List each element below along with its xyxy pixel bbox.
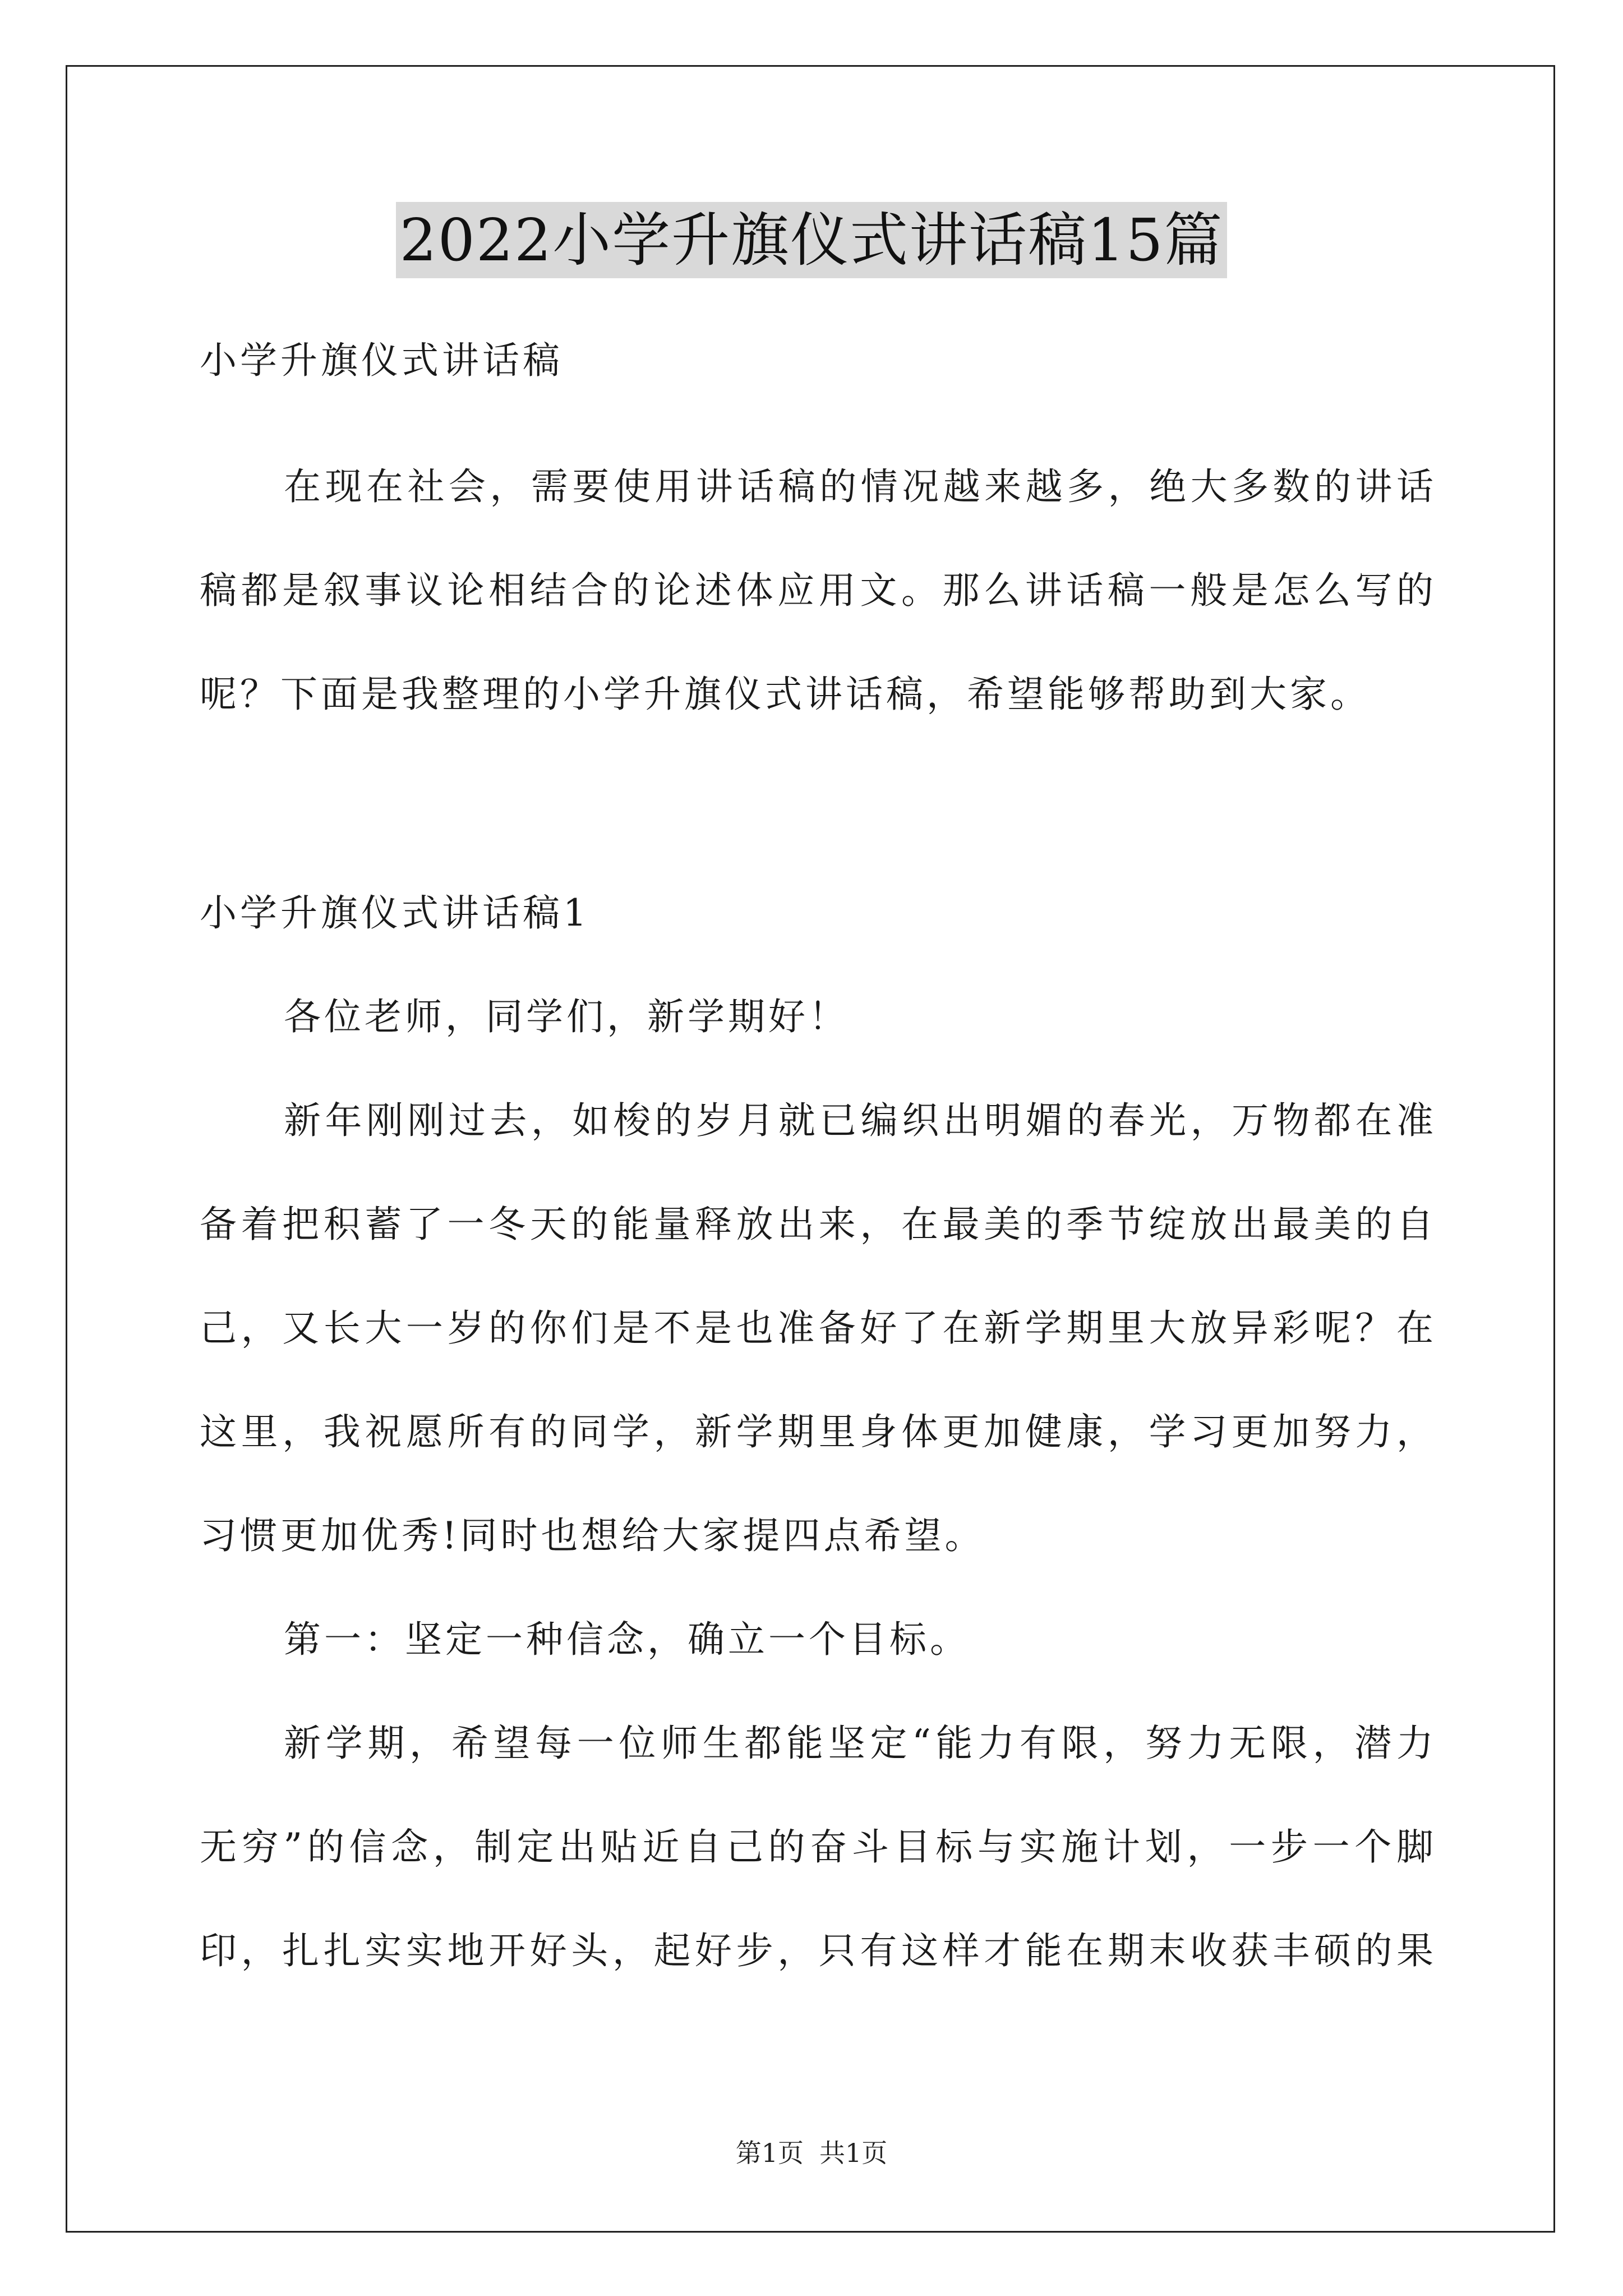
page-border bbox=[66, 65, 1555, 2233]
section-heading: 小学升旗仪式讲话稿 bbox=[200, 339, 563, 382]
paragraph-line: 新学期，希望每一位师生都能坚定“能力有限，努力无限，潜力 bbox=[284, 1722, 1433, 1765]
paragraph-line: 在现在社会，需要使用讲话稿的情况越来越多，绝大多数的讲话 bbox=[284, 465, 1433, 508]
paragraph-line: 新年刚刚过去，如梭的岁月就已编织出明媚的春光，万物都在准 bbox=[284, 1099, 1433, 1142]
page-footer bbox=[0, 2137, 1623, 2169]
paragraph-line: 习惯更加优秀!同时也想给大家提四点希望。 bbox=[200, 1514, 985, 1557]
paragraph-line: 备着把积蓄了一冬天的能量释放出来，在最美的季节绽放出最美的自 bbox=[200, 1203, 1433, 1246]
paragraph-line: 稿都是叙事议论相结合的论述体应用文。那么讲话稿一般是怎么写的 bbox=[200, 569, 1433, 612]
document-title: 2022小学升旗仪式讲话稿15篇 bbox=[396, 202, 1227, 278]
paragraph-line: 这里，我祝愿所有的同学，新学期里身体更加健康，学习更加努力， bbox=[200, 1410, 1433, 1453]
paragraph-line: 己，又长大一岁的你们是不是也准备好了在新学期里大放异彩呢？在 bbox=[200, 1306, 1433, 1350]
page-number: 第1页 bbox=[735, 2138, 804, 2168]
paragraph-line: 呢？下面是我整理的小学升旗仪式讲话稿，希望能够帮助到大家。 bbox=[200, 673, 1371, 716]
paragraph-line: 无穷”的信念，制定出贴近自己的奋斗目标与实施计划，一步一个脚 bbox=[200, 1825, 1433, 1869]
page-total: 共1页 bbox=[819, 2138, 888, 2168]
paragraph-line: 印，扎扎实实地开好头，起好步，只有这样才能在期末收获丰硕的果 bbox=[200, 1929, 1433, 1972]
paragraph-line: 第一：坚定一种信念，确立一个目标。 bbox=[284, 1618, 970, 1661]
section-heading: 小学升旗仪式讲话稿1 bbox=[200, 891, 590, 935]
title-container bbox=[0, 202, 1623, 278]
paragraph-line: 各位老师，同学们，新学期好！ bbox=[284, 995, 849, 1038]
